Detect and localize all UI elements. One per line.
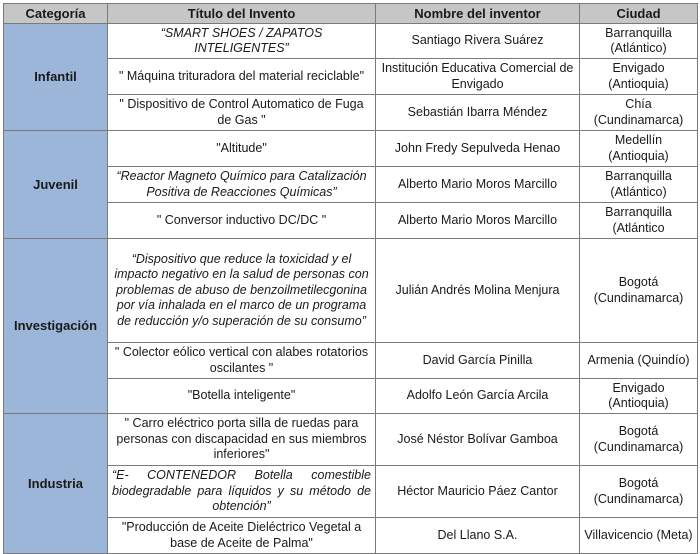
category-infantil: Infantil [4, 24, 108, 131]
city: Barranquilla (Atlántico) [580, 24, 698, 59]
table-row [4, 518, 698, 554]
invention-title: "Producción de Aceite Dieléctrico Vegetal a base de Aceite de Palma" [108, 518, 376, 554]
inventor-name: Del Llano S.A. [376, 518, 580, 554]
inventor-name: John Fredy Sepulveda Henao [376, 131, 580, 167]
table-row [4, 131, 698, 167]
invention-title: “Reactor Magneto Químico para Catalización Positiva de Reacciones Químicas” [108, 167, 376, 203]
city: Chía (Cundinamarca) [580, 95, 698, 131]
invention-title: “Dispositivo que reduce la toxicidad y el impacto negativo en la salud de personas con problemas de abuso de benzoilmetilecgonina por vía inhalada en el marco de un programa de reducción y/o superación de su consumo” [108, 239, 376, 343]
inventor-name: Adolfo León García Arcila [376, 379, 580, 414]
city: Armenia (Quindío) [580, 343, 698, 379]
table-row [4, 343, 698, 379]
city: Barranquilla (Atlántico [580, 203, 698, 239]
table-row [4, 95, 698, 131]
inventor-name: Sebastián Ibarra Méndez [376, 95, 580, 131]
inventions-table [3, 3, 698, 554]
inventor-name: Julián Andrés Molina Menjura [376, 239, 580, 343]
table-row [4, 167, 698, 203]
table-row [4, 59, 698, 95]
city: Medellín (Antioquia) [580, 131, 698, 167]
city: Barranquilla (Atlántico) [580, 167, 698, 203]
invention-title: " Dispositivo de Control Automatico de Fuga de Gas " [108, 95, 376, 131]
invention-title: " Carro eléctrico porta silla de ruedas para personas con discapacidad en sus miembros inferiores" [108, 414, 376, 466]
city: Envigado (Antioquia) [580, 379, 698, 414]
invention-title: " Conversor inductivo DC/DC " [108, 203, 376, 239]
inventor-name: Héctor Mauricio Páez Cantor [376, 466, 580, 518]
inventor-name: Santiago Rivera Suárez [376, 24, 580, 59]
header-categoria: Categoría [4, 4, 108, 24]
city: Bogotá (Cundinamarca) [580, 414, 698, 466]
table-row [4, 24, 698, 59]
invention-title: " Colector eólico vertical con alabes rotatorios oscilantes " [108, 343, 376, 379]
invention-title: “SMART SHOES / ZAPATOS INTELIGENTES” [108, 24, 376, 59]
invention-title: “E- CONTENEDOR Botella comestible biodegradable para líquidos y su método de obtención” [108, 466, 376, 518]
category-juvenil: Juvenil [4, 131, 108, 239]
header-titulo: Título del Invento [108, 4, 376, 24]
category-industria: Industria [4, 414, 108, 554]
invention-title: " Máquina trituradora del material reciclable" [108, 59, 376, 95]
invention-title: "Altitude" [108, 131, 376, 167]
category-investigacion: Investigación [4, 239, 108, 414]
table-row [4, 239, 698, 343]
header-ciudad: Ciudad [580, 4, 698, 24]
inventor-name: David García Pinilla [376, 343, 580, 379]
inventor-name: Alberto Mario Moros Marcillo [376, 167, 580, 203]
city: Bogotá (Cundinamarca) [580, 466, 698, 518]
table-row [4, 203, 698, 239]
table-row [4, 414, 698, 466]
inventor-name: José Néstor Bolívar Gamboa [376, 414, 580, 466]
table-row [4, 466, 698, 518]
inventor-name: Institución Educativa Comercial de Envigado [376, 59, 580, 95]
table-row [4, 379, 698, 414]
city: Envigado (Antioquia) [580, 59, 698, 95]
header-nombre: Nombre del inventor [376, 4, 580, 24]
city: Villavicencio (Meta) [580, 518, 698, 554]
invention-title: "Botella inteligente" [108, 379, 376, 414]
inventor-name: Alberto Mario Moros Marcillo [376, 203, 580, 239]
header-row [4, 4, 698, 24]
city: Bogotá (Cundinamarca) [580, 239, 698, 343]
